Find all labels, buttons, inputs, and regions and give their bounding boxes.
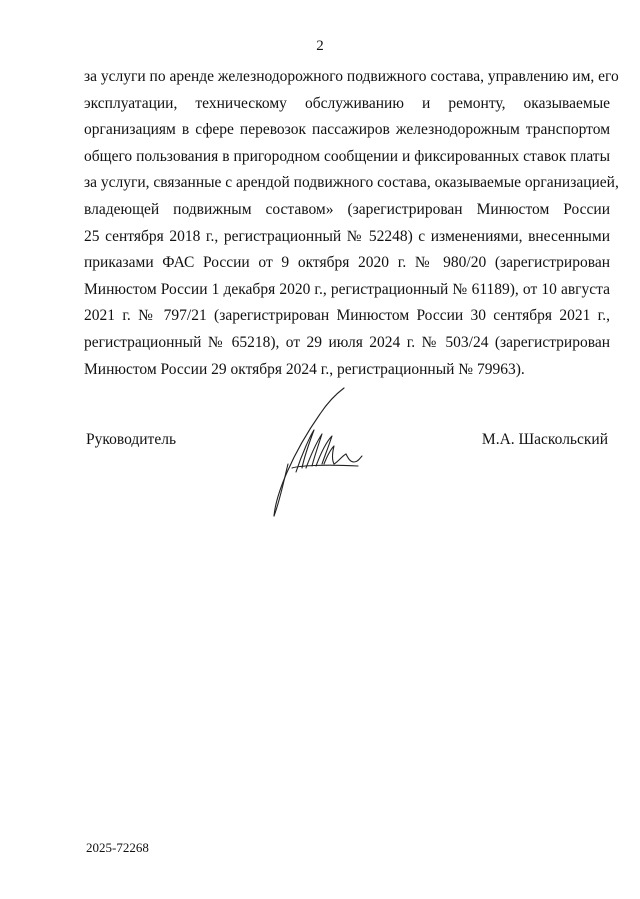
- page-number: 2: [316, 38, 324, 54]
- body-line: приказами ФАС России от 9 октября 2020 г. № 980/20 (зарегистрирован: [84, 254, 610, 272]
- handwritten-signature: [262, 384, 372, 524]
- body-line: Минюстом России 29 октября 2024 г., регистрационный № 79963).: [84, 360, 525, 378]
- signatory-title: Руководитель: [86, 431, 177, 448]
- body-line: 2021 г. № 797/21 (зарегистрирован Минюстом России 30 сентября 2021 г.,: [84, 307, 610, 325]
- body-text: [84, 64, 619, 383]
- body-line: за услуги по аренде железнодорожного подвижного состава, управлению им, его: [84, 68, 619, 85]
- body-line: эксплуатации, техническому обслуживанию и ремонту, оказываемые: [84, 94, 610, 112]
- body-line: за услуги, связанные с арендой подвижного состава, оказываемые организацией,: [84, 174, 619, 192]
- body-line: Минюстом России 1 декабря 2020 г., регистрационный № 61189), от 10 августа: [84, 280, 610, 298]
- document-number: 2025-72268: [86, 840, 149, 855]
- signer-name: М.А. Шаскольский: [481, 431, 608, 448]
- body-line: владеющей подвижным составом» (зарегистрирован Минюстом России: [84, 200, 610, 218]
- body-line: 25 сентября 2018 г., регистрационный № 52248) с изменениями, внесенными: [84, 227, 610, 245]
- body-line: регистрационный № 65218), от 29 июля 2024 г. № 503/24 (зарегистрирован: [84, 333, 610, 351]
- body-line: организациям в сфере перевозок пассажиров железнодорожным транспортом: [84, 121, 610, 139]
- body-line: общего пользования в пригородном сообщении и фиксированных ставок платы: [84, 147, 610, 165]
